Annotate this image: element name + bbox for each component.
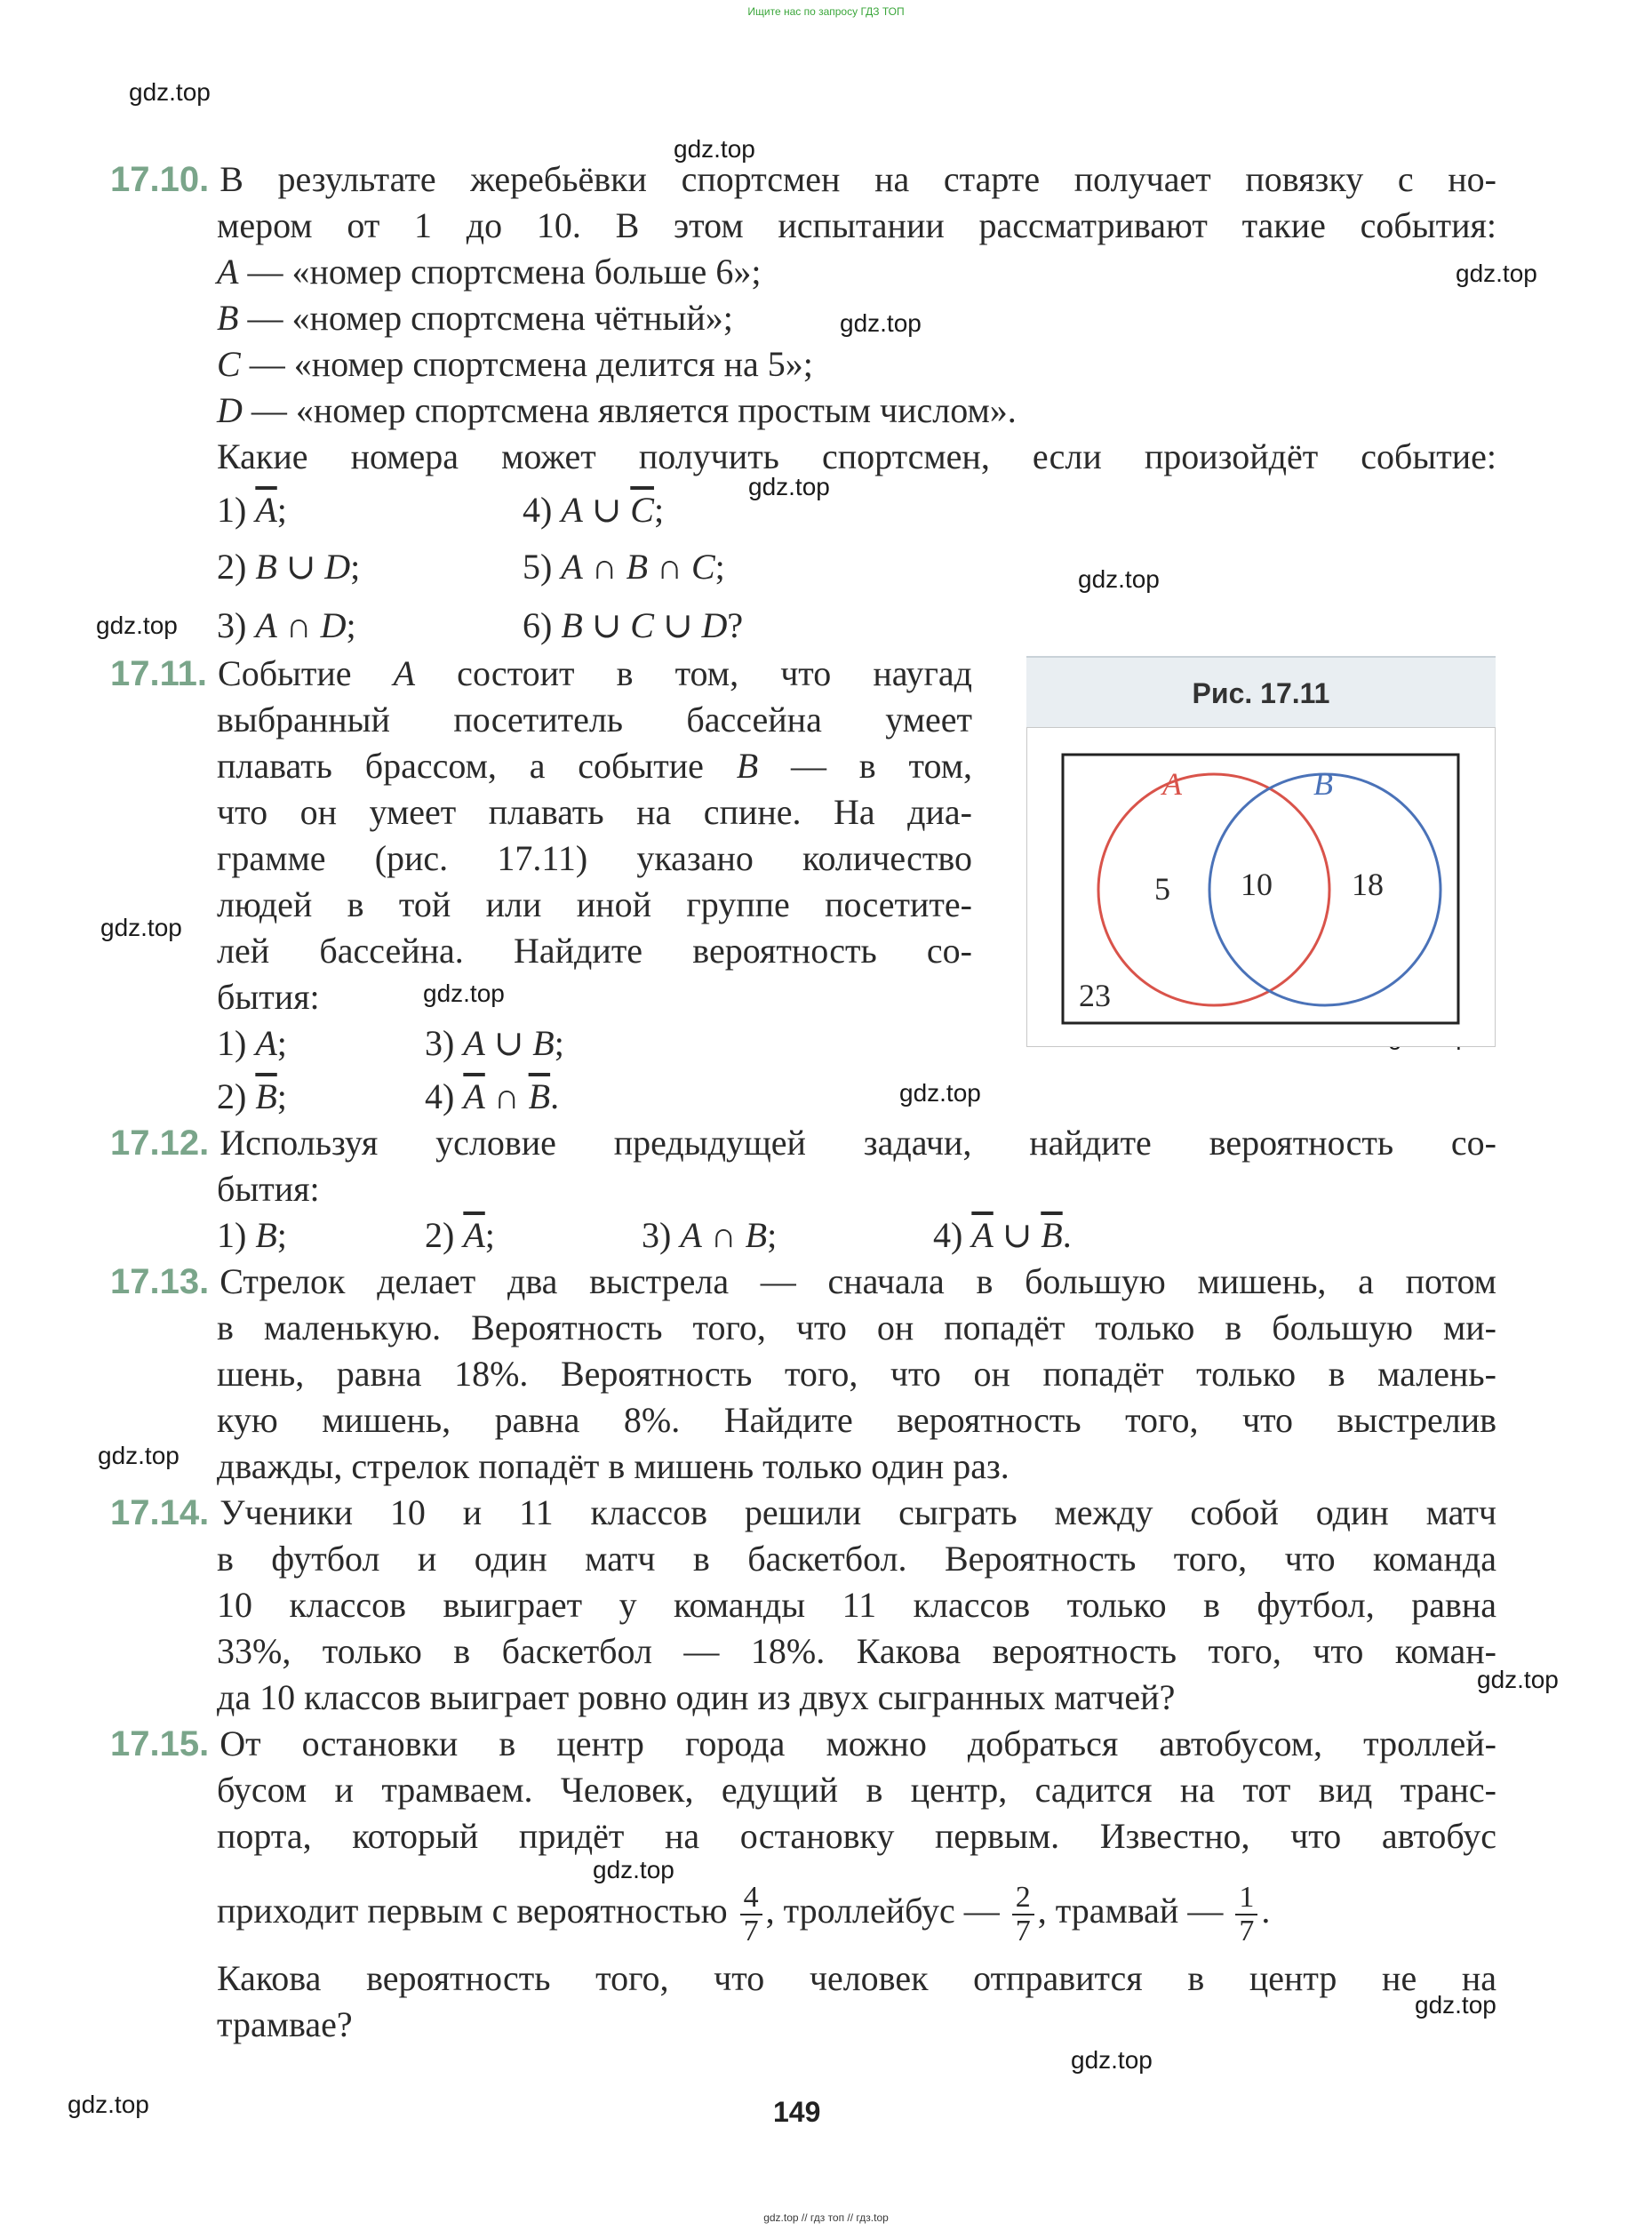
answer-option: 1) A;	[217, 1023, 287, 1063]
answer-option: 1) $\overline{A}$;	[217, 490, 287, 530]
problem-text-line: порта, который придёт на остановку первым. Известно, что автобус	[217, 1816, 1496, 1856]
top-note: Ищите нас по запросу ГДЗ ТОП	[747, 5, 905, 18]
answer-option: 2) $\overline{B}$;	[217, 1076, 287, 1116]
problem-text-line: бытия:	[217, 1169, 320, 1209]
problem-text-line: грамме (рис. 17.11) указано количество	[217, 838, 972, 878]
watermark: gdz.top	[96, 612, 178, 639]
figure-caption: Рис. 17.11	[1026, 656, 1496, 729]
problem-text-line: трамвае?	[217, 2004, 353, 2044]
watermark: gdz.top	[100, 914, 182, 941]
problem-text-line: бытия:	[217, 977, 320, 1017]
problem-text-line: выбранный посетитель бассейна умеет	[217, 700, 972, 740]
event-a: A — «номер спортсмена больше 6»;	[217, 252, 762, 292]
problem-text-line: бусом и трамваем. Человек, едущий в центр, садится на тот вид транс-	[217, 1770, 1496, 1810]
answer-option: 1) B;	[217, 1215, 287, 1255]
watermark: gdz.top	[1477, 1666, 1559, 1693]
problem-text-line: кую мишень, равна 8%. Найдите вероятность того, что выстрелив	[217, 1400, 1496, 1440]
region-outside: 23	[1079, 978, 1111, 1013]
bottom-note: gdz.top // гдз топ // гдз.top	[763, 2211, 889, 2224]
watermark: gdz.top	[840, 309, 922, 337]
watermark: gdz.top	[748, 473, 830, 500]
problem-text-line: да 10 классов выиграет ровно один из двух сыгранных матчей?	[217, 1677, 1176, 1717]
problem-number: 17.15.	[110, 1724, 210, 1763]
problem-text-line: 17.12. Используя условие предыдущей задачи, найдите вероятность со-	[110, 1123, 1496, 1163]
watermark: gdz.top	[1415, 1991, 1496, 2019]
answer-option: 3) A ∩ B;	[642, 1215, 778, 1255]
set-b-label: B	[1313, 766, 1333, 802]
answer-option: 2) B ∪ D;	[217, 547, 361, 587]
answer-option: 3) A ∩ D;	[217, 605, 356, 645]
watermark: gdz.top	[68, 2091, 149, 2118]
answer-option: 5) A ∩ B ∩ C;	[523, 547, 725, 587]
answer-option: 3) A ∪ B;	[425, 1023, 564, 1063]
problem-text-line: 17.14. Ученики 10 и 11 классов решили сыграть между собой один матч	[110, 1492, 1496, 1532]
watermark: gdz.top	[98, 1442, 180, 1469]
problem-text-line: людей в той или иной группе посетите-	[217, 884, 972, 924]
problem-number: 17.11.	[110, 654, 208, 693]
text: В результате жеребьёвки спортсмен на старте получает повязку с но-	[219, 159, 1496, 199]
problem-text-line-fractions: приходит первым с вероятностью $\frac{4}{7}$ , троллейбус — $\frac{2}{7}$ , трамвай — $\frac{1}{7}$ .	[217, 1880, 1271, 1947]
venn-figure	[1026, 656, 1496, 1047]
page-number: 149	[773, 2096, 821, 2128]
answer-option: 2) $\overline{A}$;	[425, 1215, 495, 1255]
event-b: B — «номер спортсмена чётный»;	[217, 298, 733, 338]
circle-a	[1098, 774, 1329, 1005]
answer-option: 4) $\overline{A}$ ∩ $\overline{B}$.	[425, 1076, 560, 1116]
set-a-label: A	[1162, 766, 1182, 802]
figure-body	[1026, 727, 1496, 1047]
event-d: D — «номер спортсмена является простым числом».	[217, 390, 1017, 430]
problem-number: 17.10.	[110, 160, 210, 199]
problem-question: Какие номера может получить спортсмен, если произойдёт событие:	[217, 436, 1496, 476]
watermark: gdz.top	[129, 78, 211, 106]
fraction-trolleybus: $\frac{2}{7}$	[1012, 1882, 1034, 1947]
problem-text-line: 17.13. Стрелок делает два выстрела — сначала в большую мишень, а потом	[110, 1261, 1496, 1301]
problem-text-line: 10 классов выиграет у команды 11 классов только в футбол, равна	[217, 1585, 1496, 1625]
problem-text-line: Какова вероятность того, что человек отправится в центр не на	[217, 1958, 1496, 1998]
problem-text-line: плавать брассом, а событие B — в том,	[217, 746, 973, 786]
watermark: gdz.top	[593, 1856, 674, 1883]
region-a-and-b: 10	[1241, 867, 1273, 902]
fraction-bus: $\frac{4}{7}$	[740, 1882, 762, 1947]
problem-text-line	[110, 156, 1496, 203]
problem-text-line: мером от 1 до 10. В этом испытании рассматривают такие события:	[217, 205, 1496, 245]
problem-text-line: 33%, только в баскетбол — 18%. Какова вероятность того, что коман-	[217, 1631, 1496, 1671]
problem-text-line: в маленькую. Вероятность того, что он попадёт только в большую ми-	[217, 1307, 1496, 1347]
problem-number: 17.14.	[110, 1493, 210, 1532]
region-only-b: 18	[1352, 867, 1384, 902]
watermark: gdz.top	[1071, 2046, 1153, 2074]
problem-text-line: шень, равна 18%. Вероятность того, что он попадёт только в малень-	[217, 1354, 1496, 1394]
watermark: gdz.top	[674, 135, 755, 163]
problem-text-line: лей бассейна. Найдите вероятность со-	[217, 931, 972, 971]
answer-option: 4) $\overline{A}$ ∪ $\overline{B}$.	[933, 1215, 1072, 1255]
problem-text-line: в футбол и один матч в баскетбол. Вероятность того, что команда	[217, 1539, 1496, 1579]
problem-text-line: 17.15. От остановки в центр города можно добраться автобусом, троллей-	[110, 1723, 1496, 1763]
problem-text-line: что он умеет плавать на спине. На диа-	[217, 792, 972, 832]
answer-option: 4) A ∪ $\overline{C}$;	[523, 490, 665, 530]
problem-number: 17.13.	[110, 1262, 210, 1301]
watermark: gdz.top	[899, 1079, 981, 1107]
problem-number: 17.12.	[110, 1123, 210, 1163]
region-only-a: 5	[1154, 871, 1170, 907]
answer-option: 6) B ∪ C ∪ D?	[523, 605, 744, 645]
watermark: gdz.top	[1078, 565, 1160, 593]
fraction-tram: $\frac{1}{7}$	[1235, 1882, 1257, 1947]
watermark: gdz.top	[1456, 260, 1537, 287]
problem-text-line: дважды, стрелок попадёт в мишень только один раз.	[217, 1446, 1010, 1486]
problem-text-line: 17.11. Событие A состоит в том, что наугад	[110, 653, 972, 693]
event-c: C — «номер спортсмена делится на 5»;	[217, 344, 813, 384]
watermark: gdz.top	[423, 980, 505, 1007]
